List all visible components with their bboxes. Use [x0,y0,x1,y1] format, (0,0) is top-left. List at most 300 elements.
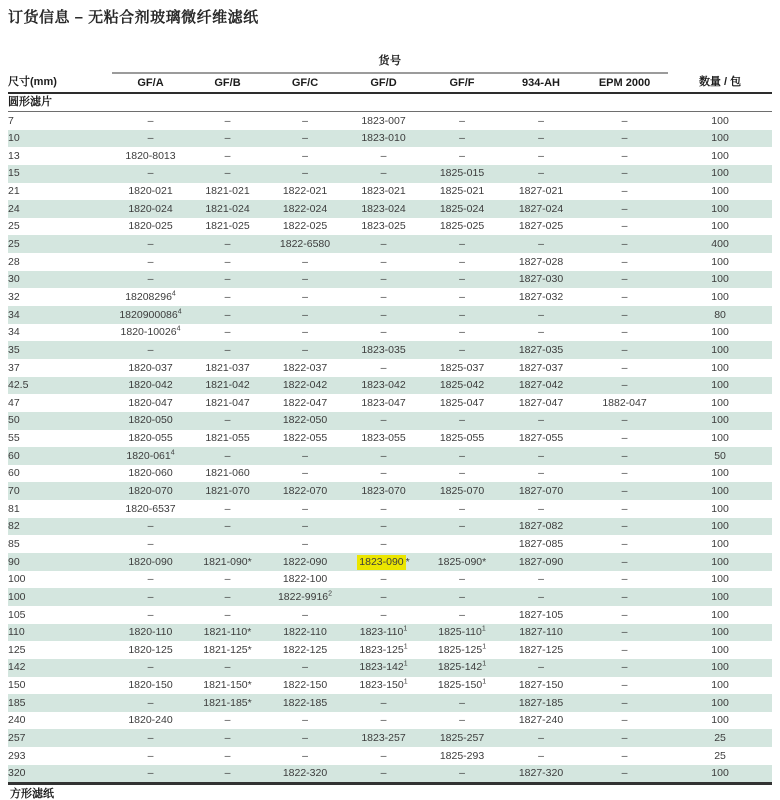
catalog-number-cell: – [459,326,465,339]
size-cell: 25 [8,220,20,233]
catalog-number-cell: 1827-320 [518,767,564,780]
catalog-number-cell: – [302,449,308,462]
qty-cell: 100 [711,290,729,303]
size-cell: 100 [8,590,26,603]
catalog-number-cell: – [380,308,387,321]
table-row [8,359,772,377]
table-row [8,147,772,165]
catalog-number-cell: – [621,626,628,639]
catalog-number-cell: – [302,273,308,286]
catalog-number-cell: – [621,537,628,550]
catalog-number-cell: 1827-028 [518,255,564,268]
catalog-number-cell: – [459,590,465,603]
catalog-group-header-row [8,52,772,73]
group-header-spacer-left [8,52,112,73]
catalog-number-cell: – [538,167,544,180]
table-row [8,130,772,148]
footnote-marker: 1 [403,643,408,651]
qty-cell: 100 [711,379,729,392]
qty-cell: 100 [711,273,729,286]
size-cell: 34 [8,308,20,321]
catalog-number-cell: 1820900086$^4$ [119,308,182,321]
catalog-number-cell: – [224,714,231,727]
table-row [8,253,772,271]
catalog-number-cell: – [224,132,231,145]
qty-cell: 25 [714,731,726,744]
table-row [8,677,772,695]
catalog-number-cell: – [621,220,628,233]
catalog-number-cell: 1820-050 [128,414,173,427]
table-row [8,235,772,253]
table-row [8,694,772,712]
catalog-number-cell: $1825-110^1$ [438,625,486,639]
catalog-number-cell: – [380,502,387,515]
catalog-number-cell: – [224,167,231,180]
catalog-number-cell: 1820-240 [128,714,173,727]
column-header-size: 尺寸(mm) [8,73,112,93]
size-cell: 42.5 [8,379,29,392]
column-header-934ah: 934-AH [501,73,581,93]
table-row [8,447,772,465]
catalog-number-group-header: 货号 [112,52,668,73]
qty-cell: 100 [711,220,729,233]
catalog-number-cell: 1821-021 [205,185,250,198]
qty-cell: 100 [711,167,729,180]
catalog-number-cell: – [459,149,465,162]
size-cell: 34 [8,326,20,339]
size-cell: 15 [8,167,20,180]
catalog-number-cell: – [302,520,308,533]
catalog-number-cell: 1821-185* [203,696,252,709]
table-row [8,112,772,130]
qty-cell: 100 [711,414,729,427]
catalog-number-cell: – [302,502,308,515]
catalog-number-cell: – [147,273,154,286]
column-header-gfd: GF/D [344,73,423,93]
catalog-number-cell: 1823-047 [361,396,406,409]
catalog-number-cell: – [621,467,628,480]
catalog-page [0,9,780,800]
catalog-number-cell: 1820-047 [128,396,173,409]
qty-cell: 100 [711,714,729,727]
catalog-number-cell: – [147,749,154,762]
table-row [8,271,772,289]
catalog-number-cell: 1820-10026$^4$ [120,325,181,339]
table-row [8,624,772,642]
catalog-number-cell: – [538,590,544,603]
catalog-number-cell: 1820-070 [128,485,173,498]
column-header-qty-per-pack: 数量 / 包 [668,73,772,93]
catalog-number-cell: 1825-293 [439,749,485,762]
table-row [8,482,772,500]
catalog-number-cell: – [302,114,308,127]
catalog-number-cell: – [459,343,465,356]
catalog-number-cell: – [224,114,231,127]
catalog-number-cell: – [621,343,628,356]
next-section-label-clipped: 方形滤纸 [10,788,54,800]
size-cell: 35 [8,343,20,356]
table-row [8,518,772,536]
catalog-number-cell: 1827-047 [518,396,564,409]
catalog-number-cell: 1821-047 [205,396,250,409]
qty-cell: 100 [711,643,729,656]
catalog-number-cell: 1827-035 [518,343,564,356]
size-cell: 32 [8,290,20,303]
catalog-number-cell: 1827-150 [518,679,564,692]
catalog-number-cell: $1823-110^1$ [359,625,408,639]
catalog-number-cell: $1823-142^1$ [359,660,408,674]
qty-cell: 100 [711,767,729,780]
section-header-row [8,93,772,112]
catalog-number-cell: – [147,608,154,621]
table-row [8,588,772,606]
catalog-number-cell: – [459,114,465,127]
page-title: 订货信息 – 无粘合剂玻璃微纤维滤纸 [8,9,259,26]
catalog-number-cell: – [621,149,628,162]
catalog-number-cell: 1825-257 [439,731,485,744]
catalog-number-cell: – [538,238,544,251]
catalog-number-cell: – [459,767,465,780]
catalog-number-cell: – [621,485,628,498]
catalog-number-cell: 1827-070 [518,485,564,498]
table-row [8,218,772,236]
catalog-number-cell: – [621,273,628,286]
catalog-number-cell: – [147,167,154,180]
catalog-number-cell: – [459,255,465,268]
catalog-number-cell: 1825-070 [439,485,485,498]
catalog-number-cell: – [302,467,308,480]
size-cell: 60 [8,467,20,480]
catalog-number-cell: 1821-070 [205,485,250,498]
table-row [8,288,772,306]
catalog-number-cell: 1821-125* [203,643,252,656]
catalog-number-cell: – [380,449,387,462]
table-row [8,765,772,784]
catalog-number-cell: – [380,273,387,286]
catalog-number-cell: – [538,467,544,480]
catalog-number-cell: 1823-025 [361,220,406,233]
catalog-number-cell: 1827-025 [518,220,564,233]
qty-cell: 100 [711,520,729,533]
catalog-number-cell: – [380,238,387,251]
catalog-number-cell: – [302,308,308,321]
size-cell: 257 [8,731,26,744]
catalog-number-cell: – [621,573,628,586]
catalog-number-cell: 1827-055 [518,432,564,445]
catalog-number-cell: – [459,414,465,427]
column-header-gfa: GF/A [112,73,189,93]
catalog-number-cell: – [459,520,465,533]
footnote-marker: 1 [403,660,408,668]
catalog-number-cell: – [621,167,628,180]
catalog-number-cell: 1820-024 [128,202,173,215]
column-header-gff: GF/F [423,73,501,93]
catalog-number-cell: – [459,273,465,286]
catalog-number-cell: – [380,608,387,621]
catalog-number-cell: 1820-110 [128,626,173,639]
catalog-number-cell: – [621,449,628,462]
catalog-number-cell: 1827-030 [518,273,564,286]
catalog-number-cell: 1820-042 [128,379,173,392]
table-row [8,377,772,395]
catalog-number-cell: – [302,343,308,356]
catalog-number-cell: – [224,326,231,339]
catalog-number-cell: – [147,731,154,744]
qty-cell: 100 [711,326,729,339]
catalog-number-cell: – [621,643,628,656]
catalog-number-cell: – [224,749,231,762]
catalog-number-cell: 1822-110 [283,626,327,639]
catalog-number-cell: 1825-024 [439,202,485,215]
catalog-number-cell: 1821-042 [205,379,250,392]
size-cell: 110 [8,626,25,639]
catalog-number-cell: 1821-025 [205,220,250,233]
qty-cell: 100 [711,132,729,145]
catalog-number-cell: – [224,414,231,427]
catalog-number-cell: – [224,290,231,303]
column-header-epm2000: EPM 2000 [581,73,668,93]
catalog-number-cell: 1820-8013 [125,149,176,162]
catalog-number-cell: 1820-037 [128,361,173,374]
size-cell: 70 [8,485,20,498]
catalog-number-cell: 1827-185 [518,696,564,709]
section-header-circular-filters: 圆形滤片 [8,93,772,112]
table-row [8,341,772,359]
catalog-number-cell: – [380,573,387,586]
qty-cell: 25 [714,749,726,762]
catalog-number-cell: – [147,767,154,780]
catalog-number-cell: – [224,520,231,533]
size-cell: 293 [8,749,26,762]
qty-cell: 100 [711,361,729,374]
table-body [8,112,772,784]
catalog-number-cell: – [302,731,308,744]
catalog-number-cell: 1823-035 [361,343,406,356]
catalog-number-cell: 1822-025 [282,220,328,233]
catalog-number-cell: – [621,290,628,303]
table-row [8,412,772,430]
catalog-number-cell: – [459,132,465,145]
catalog-number-cell: 1827-082 [518,520,564,533]
size-cell: 90 [8,555,20,568]
catalog-number-cell: 1822-9916$^2$ [277,590,333,603]
catalog-number-cell: 1827-024 [518,202,564,215]
catalog-number-cell: – [380,414,387,427]
highlighted-catalog-number: 1823-090 [359,555,404,568]
size-cell: 25 [8,238,20,251]
catalog-number-cell: $1820-061^4$ [126,449,175,462]
catalog-number-cell: – [621,132,628,145]
catalog-number-cell: 1825-025 [439,220,485,233]
catalog-number-cell: 1825-042 [439,379,485,392]
catalog-number-cell: 1827-042 [518,379,564,392]
table-row [8,571,772,589]
catalog-number-cell: 1822-185 [282,696,328,709]
size-cell: 150 [8,679,26,692]
catalog-number-cell: 1822-042 [282,379,328,392]
catalog-number-cell: – [459,290,465,303]
catalog-number-cell: 1822-320 [282,767,328,780]
qty-cell: 100 [711,573,729,586]
catalog-number-cell: 1821-090* [203,555,252,568]
catalog-number-cell: – [302,714,308,727]
catalog-number-cell: 1820-021 [128,185,173,198]
catalog-number-cell: – [459,449,465,462]
footnote-marker: 1 [403,678,408,686]
catalog-number-cell: 1823-257 [361,731,406,744]
qty-cell: 100 [711,590,729,603]
size-cell: 47 [8,396,20,409]
catalog-number-cell: – [224,343,231,356]
catalog-number-cell: 1823-090 * [359,555,410,568]
catalog-number-cell: – [459,467,465,480]
catalog-number-cell: – [380,520,387,533]
catalog-number-cell: – [621,714,628,727]
catalog-number-cell: – [621,767,628,780]
catalog-number-cell: – [302,290,308,303]
catalog-number-cell: 1827-125 [518,643,564,656]
catalog-number-cell: 1823-024 [361,202,406,215]
table-row [8,430,772,448]
size-cell: 28 [8,255,20,268]
size-cell: 60 [8,449,20,462]
catalog-number-cell: 1825-015 [439,167,485,180]
size-cell: 55 [8,432,20,445]
footnote-marker: 1 [482,660,487,668]
catalog-number-cell: 1827-240 [518,714,564,727]
catalog-number-cell: $1825-142^1$ [437,660,487,674]
catalog-number-cell: – [147,696,154,709]
catalog-number-cell: – [621,679,628,692]
qty-cell: 100 [711,343,729,356]
catalog-number-cell: 1822-070 [282,485,328,498]
catalog-number-cell: 1820-055 [128,432,173,445]
catalog-number-cell: – [538,132,544,145]
catalog-number-cell [423,535,501,553]
size-cell: 30 [8,273,20,286]
catalog-number-cell: 1823-070 [361,485,406,498]
catalog-number-cell: 1822-100 [282,573,328,586]
size-cell: 7 [8,114,14,127]
catalog-number-cell: – [538,308,544,321]
catalog-number-cell: – [380,326,387,339]
size-cell: 185 [8,696,26,709]
catalog-number-cell: – [224,573,231,586]
catalog-number-cell: 1820-025 [128,220,173,233]
catalog-number-cell: – [459,696,465,709]
catalog-number-cell: – [380,290,387,303]
catalog-number-cell: – [302,167,308,180]
footnote-marker: 4 [177,308,182,316]
qty-cell: 100 [711,396,729,409]
catalog-number-cell: – [302,608,308,621]
catalog-number-cell: – [380,167,387,180]
catalog-number-cell: 18208296$^4$ [125,290,176,303]
catalog-number-cell: $1823-150^1$ [359,678,408,692]
size-cell: 240 [8,714,26,727]
catalog-number-cell: 1822-055 [282,432,328,445]
footnote-marker: 4 [171,290,176,298]
qty-cell: 100 [711,555,729,568]
catalog-number-cell: – [224,767,231,780]
catalog-number-cell: – [621,749,628,762]
catalog-number-cell: 1820-125 [128,643,173,656]
catalog-number-cell: 1820-6537 [125,502,176,515]
catalog-number-cell: – [621,326,628,339]
catalog-number-cell: – [380,467,387,480]
table-row [8,465,772,483]
catalog-number-cell: 1821-060 [205,467,250,480]
catalog-number-cell: – [621,661,628,674]
catalog-number-cell: 1820-060 [128,467,173,480]
catalog-number-cell: – [147,114,154,127]
catalog-number-cell: 1827-032 [518,290,564,303]
size-cell: 10 [8,132,20,145]
catalog-number-cell: 1822-6580 [279,238,331,251]
catalog-number-cell: 1827-021 [518,185,564,198]
catalog-number-cell: 1823-010 [361,132,406,145]
catalog-number-cell: 1825-055 [439,432,485,445]
catalog-number-cell: – [459,608,465,621]
qty-cell: 100 [711,608,729,621]
size-cell: 81 [8,502,20,515]
catalog-number-cell: – [621,731,628,744]
qty-cell: 100 [711,661,729,674]
catalog-number-cell: – [380,255,387,268]
footnote-marker: 1 [482,678,487,686]
table-row [8,553,772,571]
footnote-marker: 1 [482,643,487,651]
size-cell: 82 [8,520,20,533]
table-row [8,729,772,747]
catalog-number-cell: 1823-055 [361,432,406,445]
catalog-number-cell: 1822-021 [282,185,328,198]
catalog-number-cell: – [621,696,628,709]
catalog-number-cell: – [302,326,308,339]
table-row [8,500,772,518]
catalog-number-cell: – [302,149,308,162]
size-cell: 142 [8,661,26,674]
catalog-number-cell: – [147,590,154,603]
size-cell: 105 [8,608,26,621]
catalog-number-cell: 1825-021 [439,185,485,198]
table-row [8,394,772,412]
catalog-number-cell: – [621,202,628,215]
catalog-number-cell: – [538,114,544,127]
footnote-marker: 4 [176,325,181,333]
column-header-gfb: GF/B [189,73,266,93]
catalog-number-cell: – [621,379,628,392]
catalog-number-cell: 1827-090 [518,555,564,568]
qty-cell: 100 [711,432,729,445]
qty-cell: 400 [711,238,729,251]
catalog-number-cell [189,535,266,553]
catalog-number-cell: 1822-047 [282,396,328,409]
catalog-number-cell: 1822-050 [282,414,328,427]
catalog-number-cell: – [224,308,231,321]
catalog-number-cell: 1825-047 [439,396,485,409]
catalog-number-cell: – [538,502,544,515]
catalog-number-cell: 1827-105 [518,608,564,621]
qty-cell: 100 [711,467,729,480]
table-row [8,712,772,730]
catalog-number-cell: 1823-007 [361,114,406,127]
catalog-number-cell: – [459,573,465,586]
size-cell: 320 [8,767,26,780]
size-cell: 85 [8,537,20,550]
size-cell: 21 [8,185,20,198]
catalog-number-cell: – [302,537,308,550]
